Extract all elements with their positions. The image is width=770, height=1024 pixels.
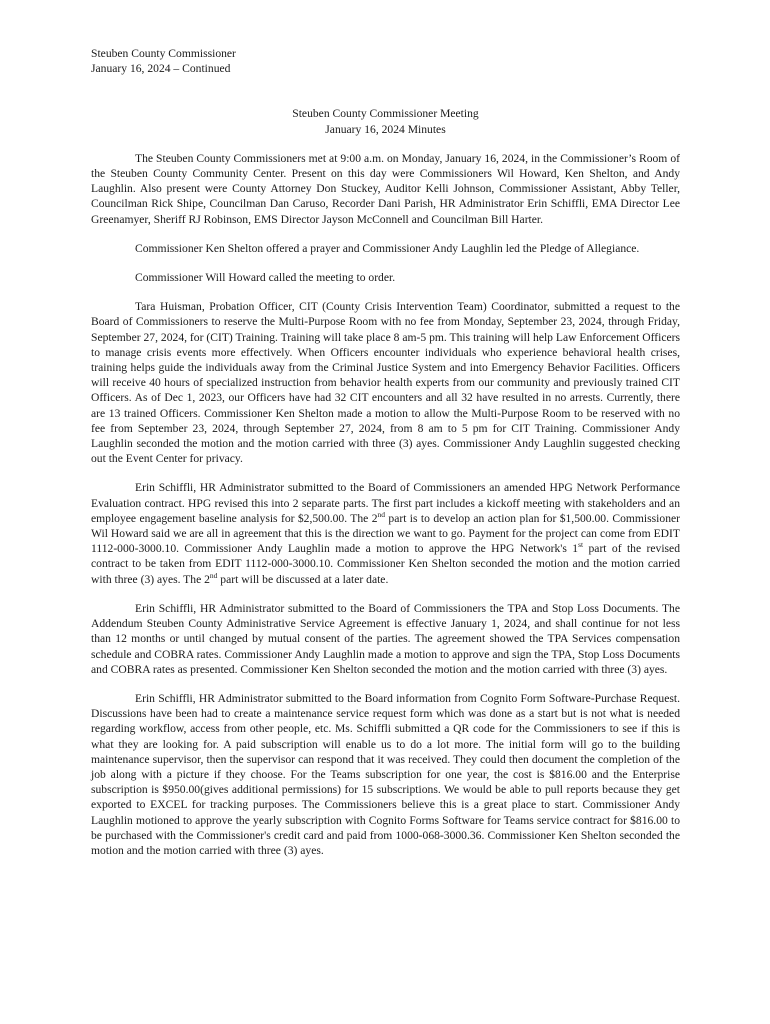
paragraph-cognito-forms: Erin Schiffli, HR Administrator submitted to the Board information from Cognito Form Software-Purchase Request. Discussions have been had to create a maintenance service request form which was done as a start but is not what is needed regarding workflow, access from other people, etc. Ms. Schiffli submitted a QR code for the Commissioners to see if this is what they are looking for. A paid subscription will enable us to do a lot more. The initial form will go to the building maintenance supervisor, then the supervisor can respond that it was received. They could then document the completion of the job along with a picture if they choose. For the Teams subscription for one year, the cost is $816.00 and the Enterprise subscription is $950.00(gives additional permissions) for 15 subscriptions. We would be able to pull reports because they get exported to EXCEL for tracking purposes. The Commissioners believe this is a great place to start. Commissioner Andy Laughlin motioned to approve the yearly subscription with Cognito Forms Software for Teams service contract for $816.00 to be purchased with the Commissioner's credit card and paid from 1000-068-3000.36. Commissioner Ken Shelton seconded the motion and the motion carried with three (3) ayes. (91, 691, 680, 857)
hpg-text-d: part will be discussed at a later date. (217, 572, 389, 586)
paragraph-attendance: The Steuben County Commissioners met at 9:00 a.m. on Monday, January 16, 2024, in the Commissioner’s Room of the Steuben County Community Center. Present on this day were Commissioners Wil Howard, Ken Shelton, and Andy Laughlin. Also present were County Attorney Don Stuckey, Auditor Kelli Johnson, Commissioner Assistant, Abby Teller, Councilman Rick Shipe, Councilman Dan Caruso, Recorder Dani Parish, HR Administrator Erin Schiffli, EMA Director Lee Greenamyer, Sheriff RJ Robinson, EMS Director Jayson McConnell and Councilman Bill Harter. (91, 151, 680, 226)
paragraph-hpg-contract (91, 480, 680, 586)
paragraph-call-to-order: Commissioner Will Howard called the meeting to order. (135, 271, 396, 285)
hpg-sup-2: st (578, 540, 584, 550)
paragraph-cit-training: Tara Huisman, Probation Officer, CIT (County Crisis Intervention Team) Coordinator, submitted a request to the Board of Commissioners to reserve the Multi-Purpose Room with no fee from Monday, September 23, 2024, through Friday, September 27, 2024, for (CIT) Training. Training will take place 8 am-5 pm. This training will help Law Enforcement Officers to manage crisis events more effectively. When Officers encounter individuals who experience behavioral health crises, training helps guide the individuals away from the Criminal Justice System and into Emergency Behavior Facilities. Officers will receive 40 hours of specialized instruction from behavior health experts from our community and previously trained CIT Officers. As of Dec 1, 2023, our Officers have had 32 CIT encounters and all 32 have resulted in no arrests. Currently, there are 13 trained Officers. Commissioner Ken Shelton made a motion to allow the Multi-Purpose Room to be reserved with no fee from September 23, 2024, through September 27, 2024, from 8 am to 5 pm for CIT Training. Commissioner Andy Laughlin seconded the motion and the motion carried with three (3) ayes. Commissioner Andy Laughlin suggested checking out the Event Center for privacy. (91, 300, 680, 466)
hpg-sup-3: nd (209, 570, 218, 580)
hpg-text-c: part of the revised contract to be taken from EDIT 1112-000-3000.10. Commissioner Ken Shelton seconded the motion and the motion carried with three (3) ayes. The 2 (91, 542, 680, 586)
hpg-text-a: Erin Schiffli, HR Administrator submitted to the Board of Commissioners an amended HPG Network Performance Evaluation contract. HPG revised this into 2 separate parts. The first part includes a kickoff meeting with stakeholders and an employee engagement baseline analysis for $2,500.00. The 2 (91, 481, 680, 525)
meeting-date: January 16, 2024 Minutes (325, 122, 446, 136)
hpg-text-b: part is to develop an action plan for $1,500.00. Commissioner Wil Howard said we are all in agreement that this is the direction we want to go. Payment for the project can come from EDIT 1112-000-3000.10. Commissioner Andy Laughlin made a motion to approve the HPG Network's 1 (91, 511, 680, 556)
running-header-date: January 16, 2024 – Continued (91, 62, 231, 76)
hpg-sup-1: nd (377, 510, 386, 520)
paragraph-tpa-stop-loss: Erin Schiffli, HR Administrator submitted to the Board of Commissioners the TPA and Stop Loss Documents. The Addendum Steuben County Administrative Service Agreement is effective January 1, 2024, and shall continue for not less than 12 months or until changed by mutual consent of the parties. The agreement showed the TPA Services compensation schedule and COBRA rates. Commissioner Andy Laughlin made a motion to approve and sign the TPA, Stop Loss Documents and COBRA rates as presented. Commissioner Ken Shelton seconded the motion and the motion carried with three (3) ayes. (91, 601, 680, 676)
meeting-title: Steuben County Commissioner Meeting (292, 107, 479, 121)
running-header-title: Steuben County Commissioner (91, 47, 236, 60)
meeting-title-block (91, 106, 680, 136)
paragraph-prayer-pledge: Commissioner Ken Shelton offered a prayer and Commissioner Andy Laughlin led the Pledge of Allegiance. (135, 241, 640, 255)
